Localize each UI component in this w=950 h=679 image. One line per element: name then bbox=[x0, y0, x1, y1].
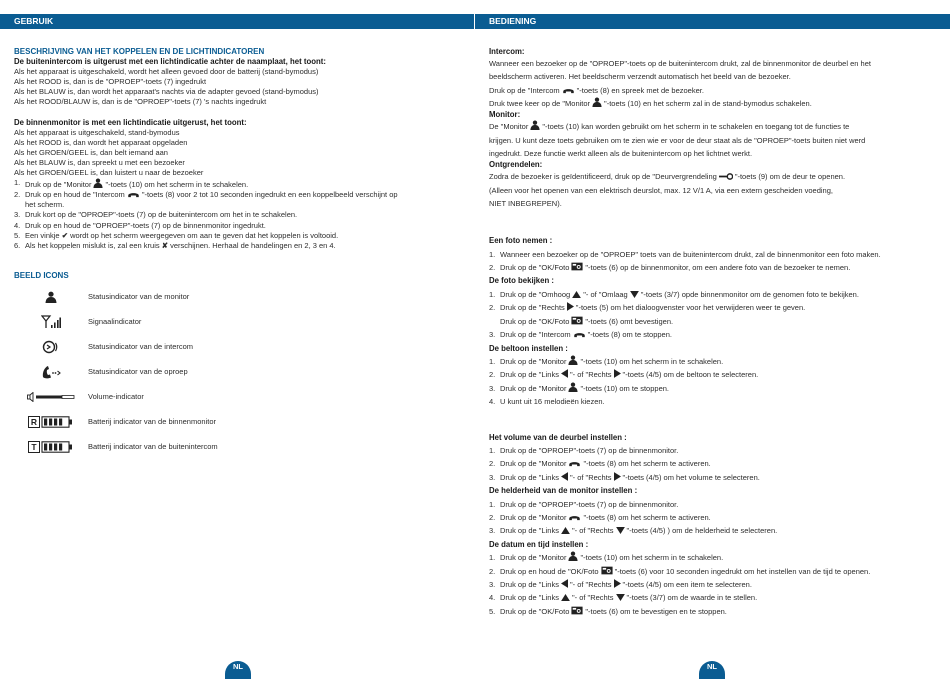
battery-r-icon bbox=[28, 416, 74, 428]
page-language-badge-left: NL bbox=[225, 661, 251, 679]
arrow-down-icon bbox=[616, 594, 625, 601]
arrow-left-icon bbox=[561, 472, 568, 481]
camera-icon bbox=[601, 566, 613, 575]
body-line: De "Monitor "-toets (10) kan worden gebruikt om het scherm in te schakelen en toegang tot de functies te bbox=[489, 122, 850, 132]
volume-step: 3. Druk op de "Links "- of "Rechts "-toets (4/5) om het volume te selecteren. bbox=[489, 472, 760, 482]
intercom-status-icon bbox=[42, 340, 60, 354]
body-line: Druk op de "Intercom "-toets (8) en spreek met de bezoeker. bbox=[489, 85, 704, 95]
intercom-title: Intercom: bbox=[489, 47, 525, 56]
outdoor-line: Als het BLAUW is, dan wordt het apparaat's nachts via de adapter gevoed (stand-bymodus) bbox=[14, 87, 319, 97]
pairing-step: 5. Een vinkje ✔ wordt op het scherm weergegeven om aan te geven dat het koppelen is voltooid. bbox=[14, 230, 339, 240]
photo-step: 1. Wanneer een bezoeker op de "OPROEP" toets van de buitenintercom drukt, zal de binnenmonitor een foto maken. bbox=[489, 249, 881, 259]
datetime-step: 2. Druk op en houd de "OK/Foto "-toets (6) voor 10 seconden ingedrukt om het instellen van de tijd te openen. bbox=[489, 566, 871, 576]
datetime-step: 3. Druk op de "Links "- of "Rechts "-toets (4/5) om een item te selecteren. bbox=[489, 580, 752, 589]
arrow-left-icon bbox=[561, 369, 568, 378]
datetime-step: 5. Druk op de "OK/Foto "-toets (6) om te bevestigen en te stoppen. bbox=[489, 606, 727, 616]
phone-icon bbox=[568, 514, 581, 521]
ringtone-step: 1. Druk op de "Monitor "-toets (10) om het scherm in te schakelen. bbox=[489, 356, 724, 366]
photo-step: 2. Druk op de "OK/Foto "-toets (6) op de binnenmonitor, om een andere foto van de bezoeker te nemen. bbox=[489, 263, 851, 273]
body-line: ingedrukt. Deze functie werkt alleen als de buitenintercom op het lichtnet werkt. bbox=[489, 148, 753, 158]
outdoor-title: De buitenintercom is uitgerust met een lichtindicatie achter de naamplaat, het toont: bbox=[14, 57, 326, 67]
volume-step: 1. Druk op de "OPROEP"-toets (7) op de binnenmonitor. bbox=[489, 445, 679, 455]
photo-title: Een foto nemen : bbox=[489, 236, 553, 246]
outdoor-line: Als het ROOD is, dan is de "OPROEP"-toets (7) ingedrukt bbox=[14, 77, 207, 87]
checkmark-icon: ✔ bbox=[61, 230, 68, 240]
volume-icon bbox=[27, 392, 75, 402]
icon-label: Statusindicator van de intercom bbox=[88, 342, 194, 352]
icon-legend-row bbox=[14, 360, 469, 385]
arrow-up-icon bbox=[572, 291, 581, 298]
svg-text:R: R bbox=[30, 417, 38, 428]
person-icon bbox=[93, 178, 103, 188]
brightness-step: 2. Druk op de "Monitor "-toets (8) om het scherm te activeren. bbox=[489, 512, 711, 522]
icon-label: Signaalindicator bbox=[88, 317, 142, 327]
camera-icon bbox=[571, 606, 583, 615]
ringtone-step: 4. U kunt uit 16 melodieën kiezen. bbox=[489, 397, 605, 407]
volume-step: 2. Druk op de "Monitor "-toets (8) om het scherm te activeren. bbox=[489, 459, 711, 469]
view-step: 1. Druk op de "Omhoog "- of "Omlaag "-toets (3/7) opde binnenmonitor om de genomen foto te bekijken. bbox=[489, 289, 859, 299]
icon-label: Volume-indicator bbox=[88, 392, 144, 402]
cross-icon: ✘ bbox=[161, 240, 169, 250]
arrow-down-icon bbox=[616, 527, 625, 534]
icon-legend-row bbox=[14, 335, 469, 360]
header-title-right: BEDIENING bbox=[489, 16, 537, 26]
view-step: 3. Druk op de "Intercom "-toets (8) om te stoppen. bbox=[489, 330, 672, 340]
ringtone-step: 3. Druk op de "Monitor "-toets (10) om te stoppen. bbox=[489, 383, 669, 393]
pairing-step: 1. Druk op de "Monitor "-toets (10) om het scherm in te schakelen. bbox=[14, 178, 249, 190]
camera-icon bbox=[571, 316, 583, 325]
key-icon bbox=[719, 173, 733, 180]
indoor-line: Als het apparaat is uitgeschakeld, stand-bymodus bbox=[14, 127, 180, 137]
body-line: beeldscherm activeren. Het beeldscherm verzendt automatisch het beeld van de bezoeker. bbox=[489, 72, 791, 82]
pairing-step: 4. Druk op en houd de "OPROEP"-toets (7) op de binnenmonitor ingedrukt. bbox=[14, 220, 266, 230]
icon-label: Statusindicator van de monitor bbox=[88, 292, 190, 302]
icon-label: Batterij indicator van de buitenintercom bbox=[88, 442, 218, 452]
icon-legend-row bbox=[14, 285, 469, 310]
arrow-right-icon bbox=[567, 302, 574, 311]
brightness-step: 3. Druk op de "Links "- of "Rechts "-toets (4/5) ) om de helderheid te selecteren. bbox=[489, 526, 778, 536]
outdoor-line: Als het ROOD/BLAUW is, dan is de "OPROEP"-toets (7) 's nachts ingedrukt bbox=[14, 97, 267, 107]
monitor-title: Monitor: bbox=[489, 110, 521, 120]
header-bar-right bbox=[475, 14, 950, 29]
body-line: (Alleen voor het openen van een elektrisch deurslot, max. 12 V/1 A, via een extern gescheiden voeding, bbox=[489, 185, 833, 195]
brightness-step: 1. Druk op de "OPROEP"-toets (7) op de binnenmonitor. bbox=[489, 499, 679, 509]
person-icon bbox=[45, 291, 57, 303]
indoor-line: Als het GROEN/GEEL is, dan belt iemand aan bbox=[14, 147, 168, 157]
arrow-right-icon bbox=[614, 369, 621, 378]
header-title-left: GEBRUIK bbox=[14, 16, 54, 26]
arrow-up-icon bbox=[561, 527, 570, 534]
pairing-step: 6. Als het koppelen mislukt is, zal een kruis ✘ verschijnen. Herhaal de handelingen en 2, 3 en 4. bbox=[14, 240, 336, 250]
view-step: 2. Druk op de "Rechts "-toets (5) om het dialoogvenster voor het verwijderen weer te geven. Druk op de "OK/Foto "-toets (6) omt bevestigen. bbox=[489, 303, 806, 326]
arrow-left-icon bbox=[561, 579, 568, 588]
brightness-title: De helderheid van de monitor instellen : bbox=[489, 486, 638, 496]
arrow-right-icon bbox=[614, 579, 621, 588]
icon-legend-row bbox=[14, 310, 469, 335]
person-icon bbox=[592, 97, 602, 107]
signal-icon bbox=[41, 315, 61, 329]
body-line: krijgen. U kunt deze toets gebruiken om te zien wie er voor de deur staat als de "OPROEP"-toets buiten niet werd bbox=[489, 135, 866, 145]
arrow-down-icon bbox=[630, 291, 639, 298]
ringtone-title: De beltoon instellen : bbox=[489, 343, 568, 353]
body-line: Zodra de bezoeker is geïdentificeerd, druk op de "Deurvergrendeling "-toets (9) om de deur te openen. bbox=[489, 172, 846, 182]
right-column bbox=[489, 47, 941, 618]
header-bar-left bbox=[0, 14, 475, 29]
indoor-title: De binnenmonitor is met een lichtindicatie uitgerust, het toont: bbox=[14, 117, 247, 127]
person-icon bbox=[568, 355, 578, 365]
page-language-badge-right: NL bbox=[699, 661, 725, 679]
datetime-step: 4. Druk op de "Links "- of "Rechts "-toets (3/7) om de waarde in te stellen. bbox=[489, 593, 758, 603]
body-line: NIET INBEGREPEN). bbox=[489, 198, 562, 208]
arrow-right-icon bbox=[614, 472, 621, 481]
icons-section-title: BEELD ICONS bbox=[14, 270, 69, 280]
call-icon bbox=[41, 365, 61, 379]
icon-legend-row bbox=[14, 385, 469, 410]
icon-legend-row bbox=[14, 410, 469, 435]
body-line: Wanneer een bezoeker op de "OPROEP"-toets op de buitenintercom drukt, zal de binnenmonitor de deurbel en het bbox=[489, 59, 871, 69]
view-photo-title: De foto bekijken : bbox=[489, 276, 554, 286]
outdoor-line: Als het apparaat is uitgeschakeld, wordt het alleen gevoed door de batterij (stand-bymodus) bbox=[14, 67, 319, 77]
phone-icon bbox=[127, 191, 140, 198]
svg-text:T: T bbox=[31, 442, 37, 453]
icon-label: Statusindicator van de oproep bbox=[88, 367, 188, 377]
datetime-step: 1. Druk op de "Monitor "-toets (10) om het scherm in te schakelen. bbox=[489, 553, 724, 563]
arrow-up-icon bbox=[561, 594, 570, 601]
unlock-title: Ontgrendelen: bbox=[489, 160, 543, 170]
section-title-pairing: BESCHRIJVING VAN HET KOPPELEN EN DE LICHTINDICATOREN bbox=[14, 47, 265, 56]
body-line: Druk twee keer op de "Monitor "-toets (10) en het scherm zal in de stand-bymodus schakelen. bbox=[489, 98, 812, 108]
datetime-title: De datum en tijd instellen : bbox=[489, 539, 589, 549]
phone-icon bbox=[568, 460, 581, 467]
person-icon bbox=[568, 382, 578, 392]
indoor-line: Als het GROEN/GEEL is, dan luistert u naar de bezoeker bbox=[14, 168, 204, 178]
person-icon bbox=[530, 120, 540, 130]
phone-icon bbox=[573, 331, 586, 338]
icon-legend-row bbox=[14, 435, 469, 460]
indoor-line: Als het BLAUW is, dan spreekt u met een bezoeker bbox=[14, 157, 185, 167]
volume-title: Het volume van de deurbel instellen : bbox=[489, 432, 627, 442]
pairing-step: 3. Druk kort op de "OPROEP"-toets (7) op de buitenintercom om het in te schakelen. bbox=[14, 210, 298, 220]
camera-icon bbox=[571, 262, 583, 271]
person-icon bbox=[568, 551, 578, 561]
icon-label: Batterij indicator van de binnenmonitor bbox=[88, 417, 216, 427]
phone-icon bbox=[562, 87, 575, 94]
pairing-step: 2. Druk op en houd de "Intercom "-toets (8) voor 2 tot 10 seconden ingedrukt en een koppelbeeld verschijnt op het scherm. bbox=[14, 190, 398, 210]
ringtone-step: 2. Druk op de "Links "- of "Rechts "-toets (4/5) om de beltoon te selecteren. bbox=[489, 370, 759, 380]
indoor-line: Als het ROOD is, dan wordt het apparaat opgeladen bbox=[14, 137, 188, 147]
left-column bbox=[14, 47, 469, 460]
battery-t-icon bbox=[28, 441, 74, 453]
